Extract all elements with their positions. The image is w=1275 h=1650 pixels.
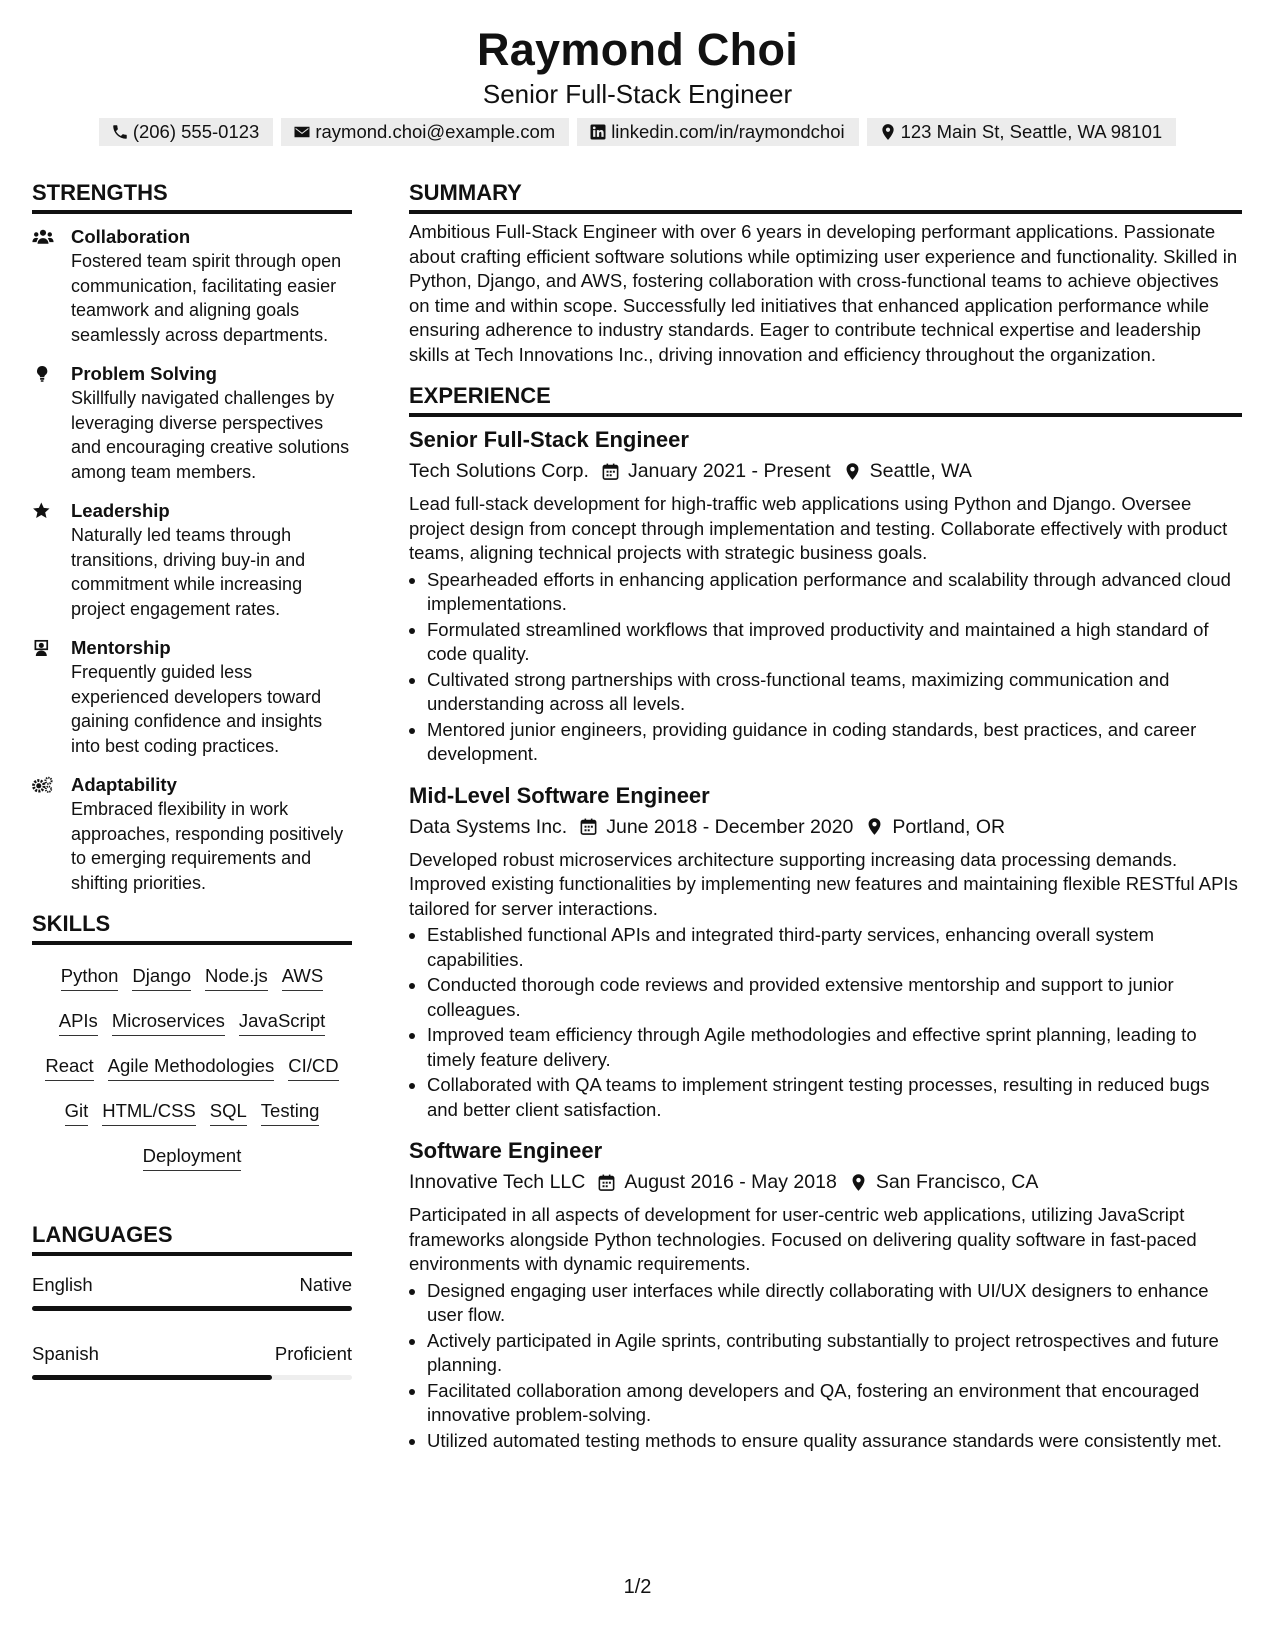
left-column — [32, 178, 352, 1380]
strength-desc: Fostered team spirit through open communication, facilitating easier teamwork and aligning goals seamlessly across departments. — [71, 251, 342, 345]
job-description: Lead full-stack development for high-traffic web applications using Python and Django. Oversee project design from concept through implementation and testing. Collaborate effectively with product teams, aligning technical projects with strategic business goals. — [409, 493, 1228, 563]
job-bullets — [409, 568, 1242, 767]
job-dates: June 2018 - December 2020 — [606, 815, 854, 838]
summary-text: Ambitious Full-Stack Engineer with over 6 years in developing performant applications. Passionate about crafting efficient software solutions while optimizing user experience and functionality. Skilled in Python, Django, and AWS, fostering collaboration with cross-functional teams to achieve objectives on time and within scope. Successfully led initiatives that enhanced application performance while ensuring adherence to industry standards. Eager to contribute technical expertise and leadership skills at Tech Innovations Inc., driving innovation and efficiency throughout the organization. — [409, 221, 1238, 365]
skill-tag: Python — [61, 964, 119, 991]
job-bullet: • Conducted thorough code reviews and provided extensive mentorship and support to junior colleagues. — [427, 973, 1242, 1022]
strength-title: Leadership — [71, 500, 170, 521]
envelope-icon — [293, 123, 311, 141]
resume-header — [0, 22, 1275, 146]
job-description: Participated in all aspects of development for user-centric web applications, utilizing JavaScript frameworks alongside Python technologies. Focused on delivering quality software in fast-paced environments with dynamic requirements. — [409, 1204, 1197, 1274]
skills-heading: SKILLS — [32, 909, 352, 945]
job-title: Mid-Level Software Engineer — [409, 782, 710, 808]
strength-desc: Naturally led teams through transitions, driving buy-in and commitment while increasing project engagement rates. — [71, 525, 306, 619]
job-entry — [409, 781, 1242, 1123]
job-bullet: • Collaborated with QA teams to implement stringent testing processes, resulting in reduced bugs and better client satisfaction. — [427, 1073, 1242, 1122]
job-bullet: • Cultivated strong partnerships with cross-functional teams, maximizing communication and understanding across all levels. — [427, 668, 1242, 717]
job-company: Innovative Tech LLC — [409, 1171, 586, 1193]
language-bar — [32, 1375, 352, 1380]
calendar-icon — [597, 1173, 616, 1192]
skill-tag: CI/CD — [288, 1054, 338, 1081]
strengths-list — [32, 224, 352, 895]
job-bullets — [409, 923, 1242, 1122]
job-bullet: • Designed engaging user interfaces while directly collaborating with UI/UX designers to enhance user flow. — [427, 1279, 1242, 1328]
strength-item — [32, 224, 352, 347]
calendar-icon — [601, 462, 620, 481]
language-item — [32, 1272, 352, 1311]
skill-tag: React — [45, 1054, 93, 1081]
map-pin-icon — [843, 462, 862, 481]
linkedin-icon — [589, 123, 607, 141]
lightbulb-icon — [32, 365, 54, 383]
job-bullet: • Established functional APIs and integrated third-party services, enhancing overall system capabilities. — [427, 923, 1242, 972]
language-name: Spanish — [32, 1343, 99, 1364]
strength-item — [32, 361, 352, 484]
strengths-heading: STRENGTHS — [32, 178, 352, 214]
job-bullet: • Facilitated collaboration among developers and QA, fostering an environment that encouraged innovative problem-solving. — [427, 1379, 1242, 1428]
summary-heading: SUMMARY — [409, 178, 1242, 214]
job-dates: January 2021 - Present — [627, 460, 831, 482]
phone-icon — [111, 123, 129, 141]
skill-tag: Deployment — [143, 1144, 242, 1171]
job-bullet: • Formulated streamlined workflows that improved productivity and maintained a high standard of code quality. — [427, 618, 1242, 667]
skill-tag: Node.js — [205, 964, 268, 991]
candidate-name: Raymond Choi — [476, 24, 799, 75]
job-meta — [409, 1167, 1242, 1197]
contact-email[interactable] — [281, 118, 569, 146]
calendar-icon — [579, 817, 598, 836]
job-description: Developed robust microservices architecture supporting increasing data processing demands. Improved existing functionalities by implementing new features and maintaining flexible RESTful APIs tailored for server interactions. — [409, 848, 1238, 919]
email-text[interactable]: raymond.choi@example.com — [315, 121, 556, 142]
strength-desc: Frequently guided less experienced developers toward gaining confidence and insights into best coding practices. — [71, 662, 323, 756]
job-entry — [409, 1136, 1242, 1453]
map-pin-icon — [865, 817, 884, 836]
job-bullet: • Actively participated in Agile sprints, contributing substantially to project retrospectives and future planning. — [427, 1329, 1242, 1378]
job-entry — [409, 425, 1242, 767]
candidate-title: Senior Full-Stack Engineer — [482, 79, 793, 109]
gears-icon — [32, 776, 54, 794]
skill-tag: AWS — [282, 964, 323, 991]
strength-title: Mentorship — [71, 637, 171, 658]
experience-section — [409, 381, 1242, 1453]
strength-title: Problem Solving — [71, 363, 217, 384]
job-bullets — [409, 1279, 1242, 1454]
address-text: 123 Main St, Seattle, WA 98101 — [900, 121, 1163, 142]
language-bar — [32, 1306, 352, 1311]
map-pin-icon — [849, 1173, 868, 1192]
contact-linkedin[interactable] — [577, 118, 858, 146]
skill-tag: Agile Methodologies — [108, 1054, 275, 1081]
skill-tag: Django — [132, 964, 191, 991]
language-level: Proficient — [274, 1343, 352, 1364]
language-name: English — [32, 1274, 93, 1295]
job-company: Data Systems Inc. — [409, 815, 568, 838]
job-location: Seattle, WA — [869, 460, 972, 482]
strength-item — [32, 772, 352, 895]
job-bullet: • Mentored junior engineers, providing guidance in coding standards, best practices, and career development. — [427, 718, 1242, 767]
chalkboard-teacher-icon — [32, 639, 54, 657]
experience-heading: EXPERIENCE — [409, 381, 1242, 417]
job-dates: August 2016 - May 2018 — [624, 1171, 837, 1193]
star-icon — [32, 502, 54, 520]
strength-title: Adaptability — [71, 774, 177, 795]
job-location: San Francisco, CA — [875, 1171, 1039, 1193]
job-bullet: • Utilized automated testing methods to ensure quality assurance standards were consistently met. — [427, 1429, 1242, 1454]
job-meta — [409, 456, 1242, 486]
contact-phone — [99, 118, 274, 146]
skill-tag: HTML/CSS — [102, 1099, 196, 1126]
job-company: Tech Solutions Corp. — [409, 460, 589, 482]
linkedin-text[interactable]: linkedin.com/in/raymondchoi — [611, 121, 845, 142]
skills-list — [32, 955, 352, 1180]
language-item — [32, 1341, 352, 1380]
languages-section — [32, 1220, 352, 1380]
skill-tag: Git — [65, 1099, 89, 1126]
strength-desc: Embraced flexibility in work approaches, responding positively to emerging requirements and shifting priorities. — [71, 799, 344, 893]
job-bullet: • Improved team efficiency through Agile methodologies and effective sprint planning, leading to timely feature delivery. — [427, 1023, 1242, 1072]
job-list — [409, 425, 1242, 1453]
language-bar-fill — [32, 1306, 352, 1311]
strength-item — [32, 635, 352, 758]
users-icon — [32, 228, 54, 246]
contact-address — [867, 118, 1177, 146]
strength-item — [32, 498, 352, 621]
job-title: Senior Full-Stack Engineer — [409, 427, 689, 452]
languages-heading: LANGUAGES — [32, 1220, 352, 1256]
phone-text: (206) 555-0123 — [132, 121, 260, 142]
job-location: Portland, OR — [892, 815, 1006, 838]
skill-tag: SQL — [210, 1099, 247, 1126]
language-level: Native — [299, 1274, 352, 1295]
right-column — [409, 178, 1242, 1454]
page-number: 1/2 — [623, 1576, 652, 1598]
job-meta — [409, 812, 1242, 842]
skill-tag: JavaScript — [239, 1009, 325, 1036]
language-bar-fill — [32, 1375, 272, 1380]
skill-tag: Testing — [261, 1099, 320, 1126]
strength-title: Collaboration — [71, 226, 191, 247]
strength-desc: Skillfully navigated challenges by leveraging diverse perspectives and encouraging creative solutions among team members. — [71, 388, 350, 482]
job-bullet: • Spearheaded efforts in enhancing application performance and scalability through advanced cloud implementations. — [427, 568, 1242, 617]
map-pin-icon — [879, 123, 897, 141]
skills-section — [32, 909, 352, 1180]
skill-tag: APIs — [59, 1009, 98, 1036]
contact-bar — [0, 118, 1275, 146]
job-title: Software Engineer — [409, 1138, 603, 1163]
skill-tag: Microservices — [112, 1009, 225, 1036]
